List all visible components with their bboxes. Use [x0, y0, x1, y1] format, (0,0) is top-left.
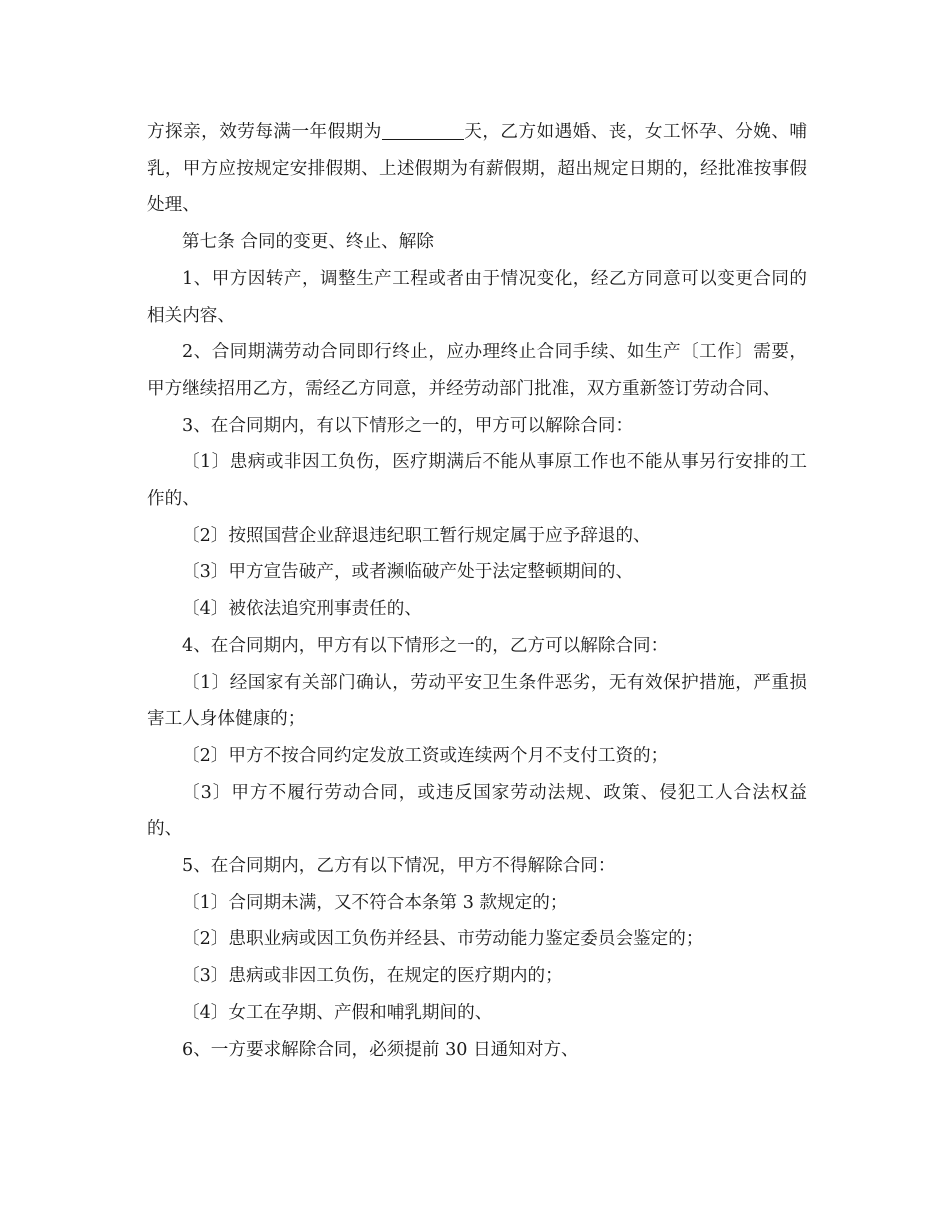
clause-2: 2、合同期满劳动合同即行终止，应办理终止合同手续、如生产〔工作〕需要，甲方继续招用乙方，需经乙方同意，并经劳动部门批准，双方重新签订劳动合同、: [147, 342, 807, 399]
clause-5-sub-1: 〔1〕合同期未满，又不符合本条第 3 款规定的；: [182, 892, 568, 913]
clause-3-sub-3: 〔3〕甲方宣告破产，或者濒临破产处于法定整顿期间的、: [182, 562, 634, 583]
clause-3: 3、在合同期内，有以下情形之一的，甲方可以解除合同：: [182, 415, 634, 436]
clause-4: 4、在合同期内，甲方有以下情形之一的，乙方可以解除合同：: [182, 635, 669, 656]
clause-5-sub-4: 〔4〕女工在孕期、产假和哺乳期间的、: [182, 1002, 493, 1023]
clause-5-sub-3: 〔3〕患病或非因工负伤，在规定的医疗期内的；: [182, 966, 563, 987]
clause-5: 5、在合同期内，乙方有以下情况，甲方不得解除合同：: [182, 856, 616, 877]
clause-3-sub-2: 〔2〕按照国营企业辞退违纪职工暂行规定属于应予辞退的、: [182, 525, 651, 546]
clause-3-sub-1: 〔1〕患病或非因工负伤，医疗期满后不能从事原工作也不能从事另行安排的工作的、: [147, 452, 807, 510]
intro-text-after-blank: 天，乙方如遇婚、丧，女工怀孕、分娩、哺乳，甲方应按规定安排假期、上述假期为有薪假期，超出规定日期的，经批准按事假处理、: [147, 122, 807, 216]
clause-4-sub-1: 〔1〕经国家有关部门确认，劳动平安卫生条件恶劣，无有效保护措施，严重损害工人身体健康的；: [147, 672, 807, 730]
document-body: [147, 114, 807, 1068]
intro-paragraph: [147, 114, 807, 224]
clause-1: 1、甲方因转产，调整生产工程或者由于情况变化，经乙方同意可以变更合同的相关内容、: [147, 268, 807, 326]
clause-3-sub-4: 〔4〕被依法追究刑事责任的、: [182, 599, 422, 620]
clause-6: 6、一方要求解除合同，必须提前 30 日通知对方、: [182, 1039, 579, 1060]
clause-4-sub-2: 〔2〕甲方不按合同约定发放工资或连续两个月不支付工资的；: [182, 745, 669, 766]
intro-text-before-blank: 方探亲，效劳每满一年假期为: [147, 122, 382, 142]
vacation-days-blank: [382, 121, 464, 140]
clause-5-sub-2: 〔2〕患职业病或因工负伤并经县、市劳动能力鉴定委员会鉴定的；: [182, 929, 704, 950]
article-heading: 第七条 合同的变更、终止、解除: [182, 232, 434, 253]
clause-4-sub-3: 〔3〕甲方不履行劳动合同，或违反国家劳动法规、政策、侵犯工人合法权益的、: [147, 782, 807, 840]
